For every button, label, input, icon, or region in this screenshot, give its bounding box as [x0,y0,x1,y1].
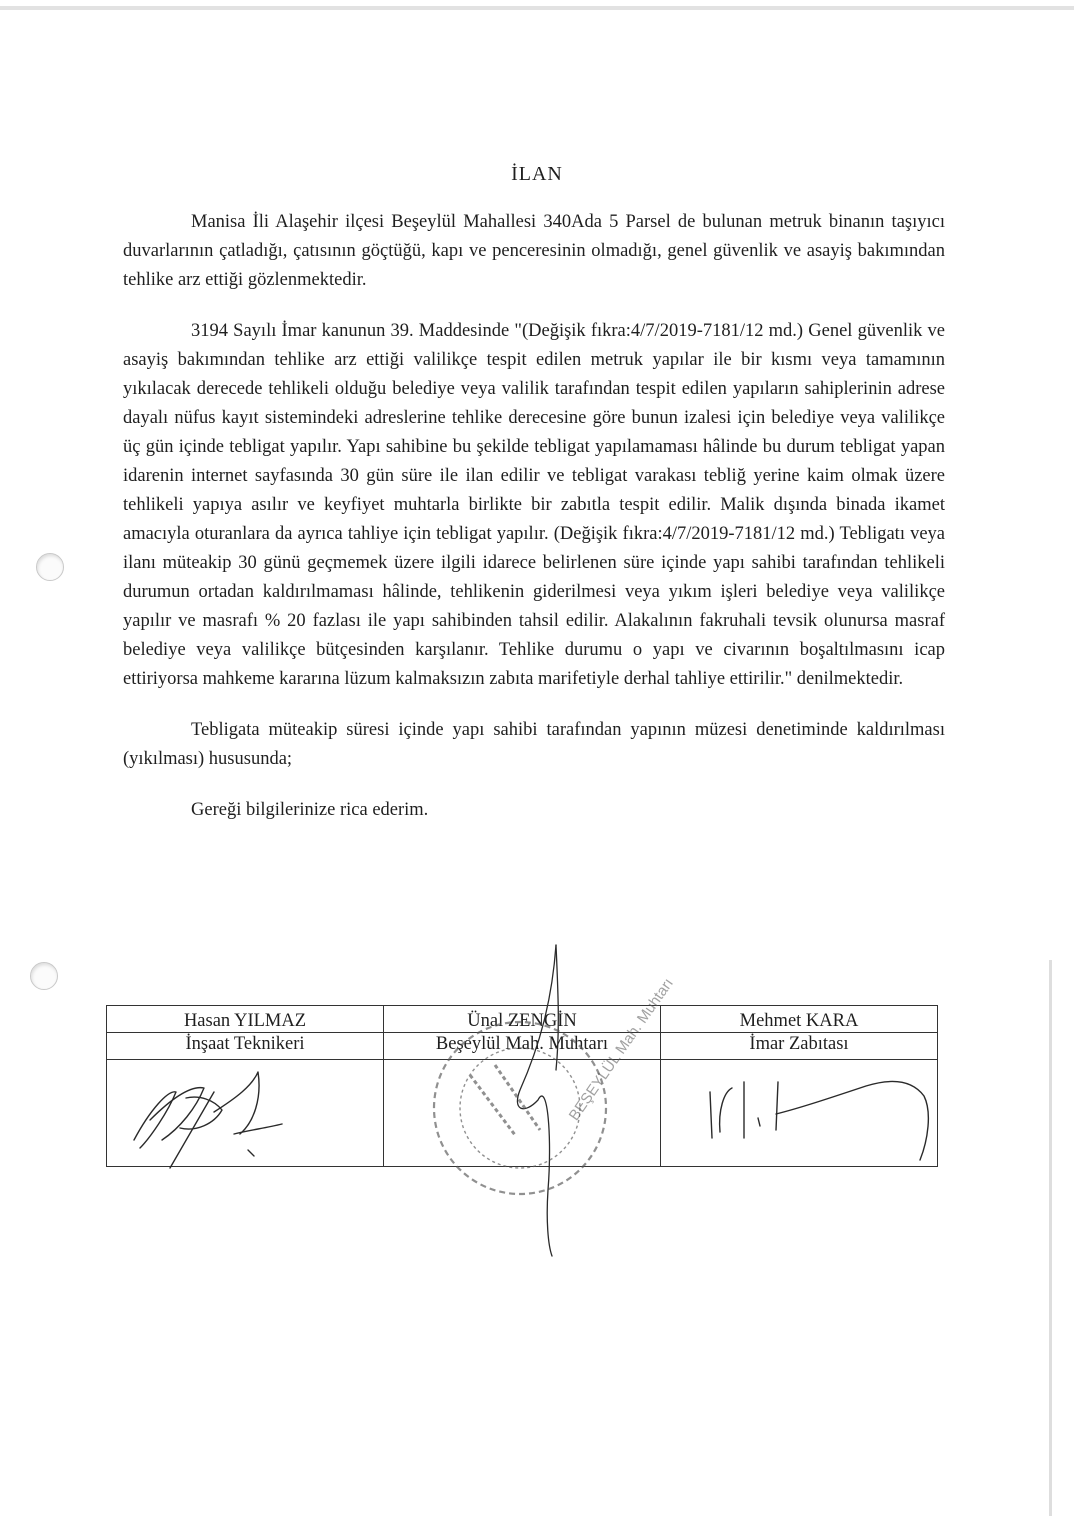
signature-table [106,1005,938,1167]
signature-cell-1 [107,1060,384,1167]
document-body [123,208,945,847]
signature-cell-3 [661,1060,938,1167]
signatory-title-1: İnşaat Teknikeri [107,1033,384,1060]
signatory-title-3: İmar Zabıtası [661,1033,938,1060]
paragraph-3: Tebligata müteakip süresi içinde yapı sahibi tarafından yapının müzesi denetiminde kaldırılması (yıkılması) hususunda; [123,720,945,769]
paragraph-1: Manisa İli Alaşehir ilçesi Beşeylül Mahallesi 340Ada 5 Parsel de bulunan metruk binanın taşıyıcı duvarlarının çatladığı, çatısının göçtüğü, kapı ve penceresinin olmadığı, genel güvenlik ve asayiş bakımından tehlike arz ettiği gözlenmektedir. [123,212,945,290]
stamp-text: BEŞEYLÜL Mah. Muhtarı [565,975,677,1124]
closing-line: Gereği bilgilerinize rica ederim. [191,800,429,820]
scan-edge-top [0,6,1074,10]
scan-edge-right [1049,960,1052,1516]
signatory-title-2: Beşeylül Mah. Muhtarı [384,1033,661,1060]
punch-hole-top [36,553,64,581]
signature-cell-2 [384,1060,661,1167]
document-title: İLAN [511,163,563,185]
signatory-name-1: Hasan YILMAZ [107,1006,384,1033]
signatory-name-2: Ünal ZENGİN [384,1006,661,1033]
punch-hole-bottom [30,962,58,990]
paragraph-2: 3194 Sayılı İmar kanunun 39. Maddesinde "(Değişik fıkra:4/7/2019-7181/12 md.) Genel güvenlik ve asayiş bakımından tehlike arz ettiği valilikçe tespit edilen metruk yapılar ile bir kısmı veya tamamının yıkılacak derecede tehlikeli olduğu belediye veya valilik tarafından tespit edilen yapıların sahiplerinin adrese dayalı nüfus kayıt sistemindeki adreslerine tehlike derecesine göre bunun izalesi için belediye veya valilikçe üç gün içinde tebligat yapılır. Yapı sahibine bu şekilde tebligat yapılamaması hâlinde bu durum tebligat yapan idarenin internet sayfasında 30 gün süre ile ilan edilir ve tebligat varakası tebliğ yerine kaim olmak üzere tehlikeli yapıya asılır ve keyfiyet muhtarla birlikte bir zabıtla tespit edilir. Malik dışında binada ikamet amacıyla oturanlara da ayrıca tahliye için tebligat yapılır. (Değişik fıkra:4/7/2019-7181/12 md.) Tebligatı veya ilanı müteakip 30 günü geçmemek üzere ilgili idarece belirlenen süre içinde yapı sahibi tarafından tehlikeli durumun ortadan kaldırılmaması hâlinde, tehlikenin giderilmesi veya yıkım işleri belediye veya valilikçe yapılır ve masrafı % 20 fazlası ile yapı sahibinden tahsil edilir. Alakalının fakruhali tevsik olunursa masraf belediye veya valilikçe bütçesinden karşılanır. Tehlike durumu o yapı ve civarının boşaltılmasını icap ettiriyorsa mahkeme kararına lüzum kalmaksızın zabıta marifetiyle derhal tahliye ettirilir." denilmektedir. [123,321,945,689]
signatory-name-3: Mehmet KARA [661,1006,938,1033]
